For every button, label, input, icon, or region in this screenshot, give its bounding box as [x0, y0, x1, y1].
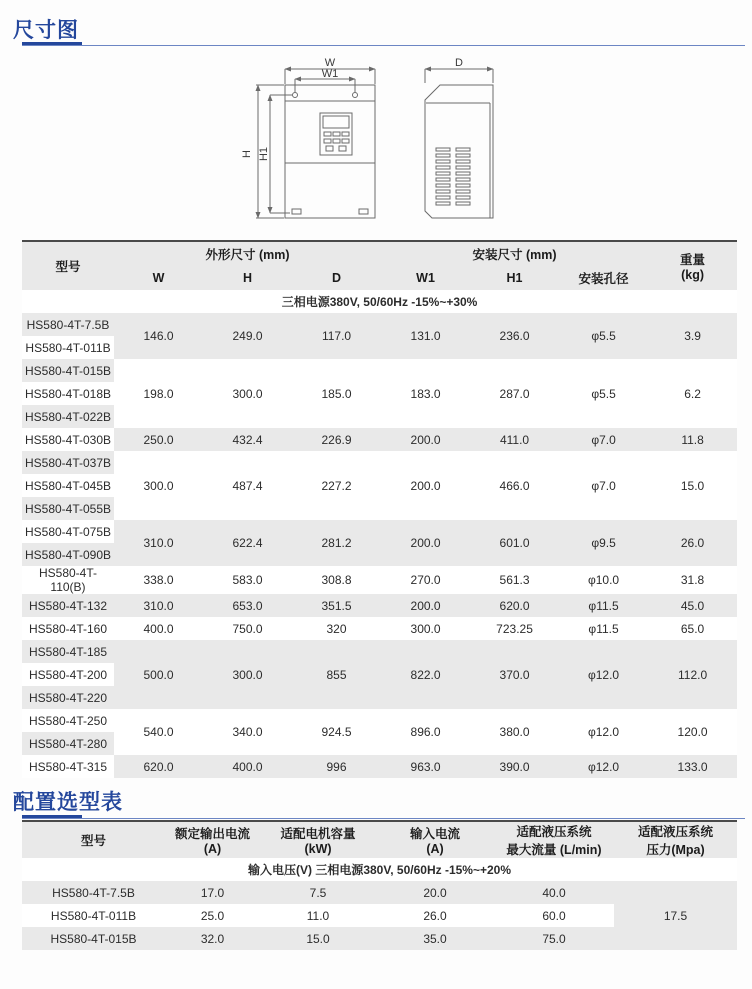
table-header-row — [22, 822, 737, 858]
col-header-h: H — [203, 266, 292, 290]
col-header-w: W — [114, 266, 203, 290]
col-header-weight: 重量 (kg) — [648, 242, 737, 290]
dim-cell-hole: φ11.5 — [559, 594, 648, 617]
col-header-output-current: 额定输出电流 (A) — [165, 822, 260, 858]
model-cell: HS580-4T-045B — [22, 474, 114, 497]
output-current-cell: 32.0 — [165, 927, 260, 950]
model-cell: HS580-4T-030B — [22, 428, 114, 451]
max-flow-cell: 75.0 — [494, 927, 614, 950]
dim-cell-hole: φ5.5 — [559, 313, 648, 359]
col-header-motor-capacity: 适配电机容量 (kW) — [260, 822, 376, 858]
model-cell: HS580-4T-7.5B — [22, 313, 114, 336]
dim-cell-h: 653.0 — [203, 594, 292, 617]
col-header-w1: W1 — [381, 266, 470, 290]
dim-cell-h1: 370.0 — [470, 640, 559, 709]
model-cell: HS580-4T-7.5B — [22, 881, 165, 904]
dim-cell-hole: φ12.0 — [559, 640, 648, 709]
dim-cell-d: 185.0 — [292, 359, 381, 428]
model-cell: HS580-4T-280 — [22, 732, 114, 755]
config-selection-table — [22, 820, 737, 950]
dim-cell-w1: 200.0 — [381, 451, 470, 520]
dim-cell-w1: 200.0 — [381, 428, 470, 451]
table-header-row — [22, 242, 737, 266]
dim-cell-weight: 133.0 — [648, 755, 737, 778]
dim-cell-w: 198.0 — [114, 359, 203, 428]
table-row — [22, 428, 737, 451]
dim-cell-weight: 26.0 — [648, 520, 737, 566]
col-header-max-flow: 适配液压系统 最大流量 (L/min) — [494, 822, 614, 858]
dim-cell-h1: 287.0 — [470, 359, 559, 428]
dim-cell-weight: 45.0 — [648, 594, 737, 617]
label-h1: H1 — [258, 146, 270, 162]
dim-cell-hole: φ7.0 — [559, 451, 648, 520]
dim-cell-h1: 561.3 — [470, 566, 559, 594]
keypad-display — [323, 116, 349, 128]
section-title-config: 配置选型表 — [13, 791, 123, 814]
dim-cell-w: 620.0 — [114, 755, 203, 778]
underline-thin-line — [22, 45, 745, 46]
label-d: D — [455, 57, 463, 69]
power-spec-note: 输入电压(V) 三相电源380V, 50/60Hz -15%~+20% — [22, 858, 737, 881]
dim-cell-h1: 601.0 — [470, 520, 559, 566]
model-cell: HS580-4T-185 — [22, 640, 114, 663]
dim-cell-weight: 31.8 — [648, 566, 737, 594]
input-current-cell: 26.0 — [376, 904, 494, 927]
motor-capacity-cell: 11.0 — [260, 904, 376, 927]
dim-cell-hole: φ12.0 — [559, 709, 648, 755]
dim-cell-w: 338.0 — [114, 566, 203, 594]
col-header-hole: 安装孔径 — [559, 266, 648, 290]
dim-cell-w1: 183.0 — [381, 359, 470, 428]
max-flow-cell: 60.0 — [494, 904, 614, 927]
dim-cell-h: 300.0 — [203, 359, 292, 428]
dim-cell-h1: 380.0 — [470, 709, 559, 755]
dim-cell-d: 996 — [292, 755, 381, 778]
dim-cell-w1: 131.0 — [381, 313, 470, 359]
label-w1: W1 — [321, 68, 339, 80]
dim-cell-hole: φ7.0 — [559, 428, 648, 451]
model-cell: HS580-4T-037B — [22, 451, 114, 474]
model-cell: HS580-4T-015B — [22, 927, 165, 950]
model-cell: HS580-4T-220 — [22, 686, 114, 709]
dim-cell-hole: φ5.5 — [559, 359, 648, 428]
power-spec-note: 三相电源380V, 50/60Hz -15%~+30% — [22, 290, 737, 313]
dim-cell-w1: 822.0 — [381, 640, 470, 709]
col-group-mount-dims: 安装尺寸 (mm) — [381, 242, 648, 266]
model-cell: HS580-4T-055B — [22, 497, 114, 520]
dim-cell-w1: 270.0 — [381, 566, 470, 594]
dim-cell-d: 924.5 — [292, 709, 381, 755]
output-current-cell: 25.0 — [165, 904, 260, 927]
model-cell: HS580-4T-022B — [22, 405, 114, 428]
dim-cell-h1: 411.0 — [470, 428, 559, 451]
table-subheader-row — [22, 266, 737, 290]
model-cell: HS580-4T-075B — [22, 520, 114, 543]
col-header-h1: H1 — [470, 266, 559, 290]
dim-cell-w: 310.0 — [114, 594, 203, 617]
title-underline — [22, 42, 745, 47]
dim-cell-w: 400.0 — [114, 617, 203, 640]
col-group-outline-dims: 外形尺寸 (mm) — [114, 242, 381, 266]
table-row — [22, 566, 737, 594]
side-view — [425, 57, 493, 218]
dim-cell-h: 340.0 — [203, 709, 292, 755]
dim-cell-w: 540.0 — [114, 709, 203, 755]
dim-cell-h: 583.0 — [203, 566, 292, 594]
model-cell: HS580-4T-090B — [22, 543, 114, 566]
dim-cell-w1: 896.0 — [381, 709, 470, 755]
model-cell: HS580-4T-315 — [22, 755, 114, 778]
model-cell: HS580-4T-018B — [22, 382, 114, 405]
dim-cell-w1: 300.0 — [381, 617, 470, 640]
dim-cell-d: 117.0 — [292, 313, 381, 359]
dim-cell-weight: 3.9 — [648, 313, 737, 359]
keypad — [320, 113, 352, 155]
model-cell: HS580-4T-011B — [22, 904, 165, 927]
dim-cell-d: 351.5 — [292, 594, 381, 617]
dim-cell-d: 227.2 — [292, 451, 381, 520]
col-header-model: 型号 — [22, 242, 114, 290]
dim-cell-hole: φ12.0 — [559, 755, 648, 778]
dim-cell-hole: φ10.0 — [559, 566, 648, 594]
motor-capacity-cell: 7.5 — [260, 881, 376, 904]
dim-cell-w1: 963.0 — [381, 755, 470, 778]
table-row — [22, 640, 737, 663]
bottom-slot-right — [359, 209, 368, 214]
dim-cell-hole: φ11.5 — [559, 617, 648, 640]
output-current-cell: 17.0 — [165, 881, 260, 904]
input-current-cell: 35.0 — [376, 927, 494, 950]
dim-cell-h1: 723.25 — [470, 617, 559, 640]
power-spec-row — [22, 858, 737, 881]
dim-cell-h: 400.0 — [203, 755, 292, 778]
dim-cell-h1: 390.0 — [470, 755, 559, 778]
dim-cell-d: 855 — [292, 640, 381, 709]
model-cell: HS580-4T-250 — [22, 709, 114, 732]
mounting-hole-left — [293, 93, 298, 98]
table-row — [22, 617, 737, 640]
motor-capacity-cell: 15.0 — [260, 927, 376, 950]
dim-cell-d: 308.8 — [292, 566, 381, 594]
max-flow-cell: 40.0 — [494, 881, 614, 904]
model-cell: HS580-4T-132 — [22, 594, 114, 617]
dim-cell-h1: 236.0 — [470, 313, 559, 359]
bottom-slot-left — [292, 209, 301, 214]
dim-cell-h1: 620.0 — [470, 594, 559, 617]
dim-cell-h: 622.4 — [203, 520, 292, 566]
table-row — [22, 755, 737, 778]
table-row — [22, 359, 737, 382]
col-header-pressure: 适配液压系统 压力(Mpa) — [614, 822, 737, 858]
col-header-input-current: 输入电流 (A) — [376, 822, 494, 858]
dim-cell-w: 300.0 — [114, 451, 203, 520]
dim-cell-d: 226.9 — [292, 428, 381, 451]
dim-cell-weight: 11.8 — [648, 428, 737, 451]
input-current-cell: 20.0 — [376, 881, 494, 904]
table-row — [22, 520, 737, 543]
front-view — [241, 57, 375, 218]
table-row — [22, 594, 737, 617]
table-row — [22, 451, 737, 474]
model-cell: HS580-4T-011B — [22, 336, 114, 359]
dim-cell-h1: 466.0 — [470, 451, 559, 520]
table-row — [22, 313, 737, 336]
dim-cell-d: 281.2 — [292, 520, 381, 566]
table-row — [22, 881, 737, 904]
dimension-diagram — [240, 55, 510, 233]
dim-cell-d: 320 — [292, 617, 381, 640]
model-cell: HS580-4T-015B — [22, 359, 114, 382]
power-spec-row — [22, 290, 737, 313]
dim-cell-weight: 65.0 — [648, 617, 737, 640]
table-row — [22, 709, 737, 732]
model-cell: HS580-4T-110(B) — [22, 566, 114, 594]
dim-cell-w: 250.0 — [114, 428, 203, 451]
mounting-hole-right — [353, 93, 358, 98]
label-w: W — [324, 57, 336, 69]
section-title-dimensions: 尺寸图 — [13, 19, 79, 42]
dim-cell-h: 249.0 — [203, 313, 292, 359]
underline-thin-line — [22, 818, 745, 819]
dim-cell-h: 487.4 — [203, 451, 292, 520]
pressure-cell: 17.5 — [614, 881, 737, 950]
dim-cell-w: 146.0 — [114, 313, 203, 359]
dim-cell-w1: 200.0 — [381, 520, 470, 566]
dim-cell-w: 310.0 — [114, 520, 203, 566]
dim-cell-w1: 200.0 — [381, 594, 470, 617]
col-header-model: 型号 — [22, 822, 165, 858]
label-h: H — [241, 150, 253, 158]
dim-cell-h: 750.0 — [203, 617, 292, 640]
dim-cell-w: 500.0 — [114, 640, 203, 709]
dim-cell-weight: 15.0 — [648, 451, 737, 520]
col-header-d: D — [292, 266, 381, 290]
dim-cell-h: 300.0 — [203, 640, 292, 709]
dimension-table — [22, 240, 737, 778]
dim-cell-weight: 120.0 — [648, 709, 737, 755]
dim-cell-hole: φ9.5 — [559, 520, 648, 566]
model-cell: HS580-4T-200 — [22, 663, 114, 686]
dim-cell-weight: 112.0 — [648, 640, 737, 709]
vent-slots — [436, 148, 470, 205]
model-cell: HS580-4T-160 — [22, 617, 114, 640]
dim-cell-h: 432.4 — [203, 428, 292, 451]
dim-cell-weight: 6.2 — [648, 359, 737, 428]
